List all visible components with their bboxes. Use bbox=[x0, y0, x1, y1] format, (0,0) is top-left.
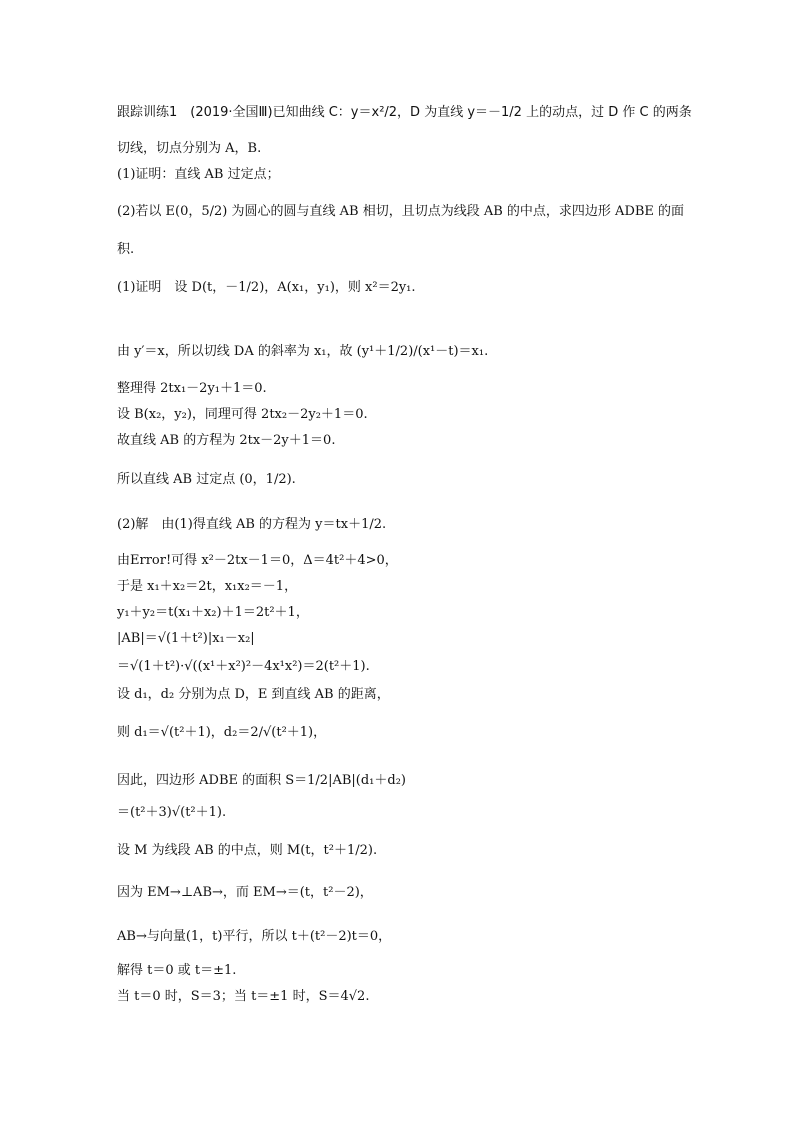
solution-2-intro: (2)解 由(1)得直线 AB 的方程为 y＝tx＋1/2. bbox=[117, 517, 387, 532]
solution-2-y-sum: y₁＋y₂＝t(x₁＋x₂)＋1＝2t²＋1， bbox=[117, 605, 309, 620]
problem-statement-line-2: 切线，切点分别为 A，B. bbox=[117, 141, 262, 156]
question-1: (1)证明：直线 AB 过定点； bbox=[117, 167, 280, 182]
solution-2-area-1: 因此，四边形 ADBE 的面积 S＝1/2|AB|(d₁＋d₂) bbox=[117, 773, 406, 788]
solution-2-area-2: ＝(t²＋3)√(t²＋1). bbox=[117, 805, 227, 820]
solution-2-vieta: 于是 x₁＋x₂＝2t，x₁x₂＝－1， bbox=[117, 579, 298, 594]
solution-1-slope: 由 y′＝x，所以切线 DA 的斜率为 x₁，故 (y¹＋1/2)/(x¹－t)＝x₁. bbox=[117, 344, 489, 359]
solution-2-solve-t: 解得 t＝0 或 t＝±1. bbox=[117, 963, 237, 978]
solution-2-midpoint: 设 M 为线段 AB 的中点，则 M(t，t²＋1/2). bbox=[117, 843, 378, 858]
solution-2-distances: 则 d₁＝√(t²＋1)，d₂＝2/√(t²＋1)， bbox=[117, 725, 327, 740]
question-2-line-2: 积. bbox=[117, 242, 135, 257]
solution-2-ab-length-2: ＝√(1＋t²)·√((x¹＋x²)²－4x¹x²)＝2(t²＋1). bbox=[117, 659, 370, 674]
solution-1-line-equation: 故直线 AB 的方程为 2tx－2y＋1＝0. bbox=[117, 433, 336, 448]
solution-2-perpendicular: 因为 EM→⊥AB→，而 EM→＝(t，t²－2)， bbox=[117, 885, 373, 900]
solution-2-final: 当 t＝0 时，S＝3；当 t＝±1 时，S＝4√2. bbox=[117, 989, 370, 1004]
problem-statement-line-1: 跟踪训练1 (2019·全国Ⅲ)已知曲线 C：y＝x²/2，D 为直线 y＝－1/2 上的动点，过 D 作 C 的两条 bbox=[117, 105, 692, 120]
question-2-line-1: (2)若以 E(0，5/2) 为圆心的圆与直线 AB 相切，且切点为线段 AB 的中点，求四边形 ADBE 的面 bbox=[117, 204, 685, 219]
solution-1-simplify: 整理得 2tx₁－2y₁＋1＝0. bbox=[117, 381, 267, 396]
solution-1-point-b: 设 B(x₂，y₂)，同理可得 2tx₂－2y₂＋1＝0. bbox=[117, 407, 368, 422]
solution-1-intro: (1)证明 设 D(t，－1/2)，A(x₁，y₁)，则 x²＝2y₁. bbox=[117, 280, 416, 295]
solution-2-parallel: AB→与向量(1，t)平行，所以 t＋(t²－2)t＝0， bbox=[117, 929, 392, 944]
solution-2-distances-def: 设 d₁，d₂ 分别为点 D，E 到直线 AB 的距离， bbox=[117, 687, 390, 702]
solution-2-ab-length-1: |AB|＝√(1＋t²)|x₁－x₂| bbox=[117, 631, 255, 646]
solution-2-system: 由Error!可得 x²－2tx－1＝0，Δ＝4t²＋4>0， bbox=[117, 553, 398, 568]
solution-1-conclusion: 所以直线 AB 过定点 (0，1/2). bbox=[117, 472, 296, 487]
